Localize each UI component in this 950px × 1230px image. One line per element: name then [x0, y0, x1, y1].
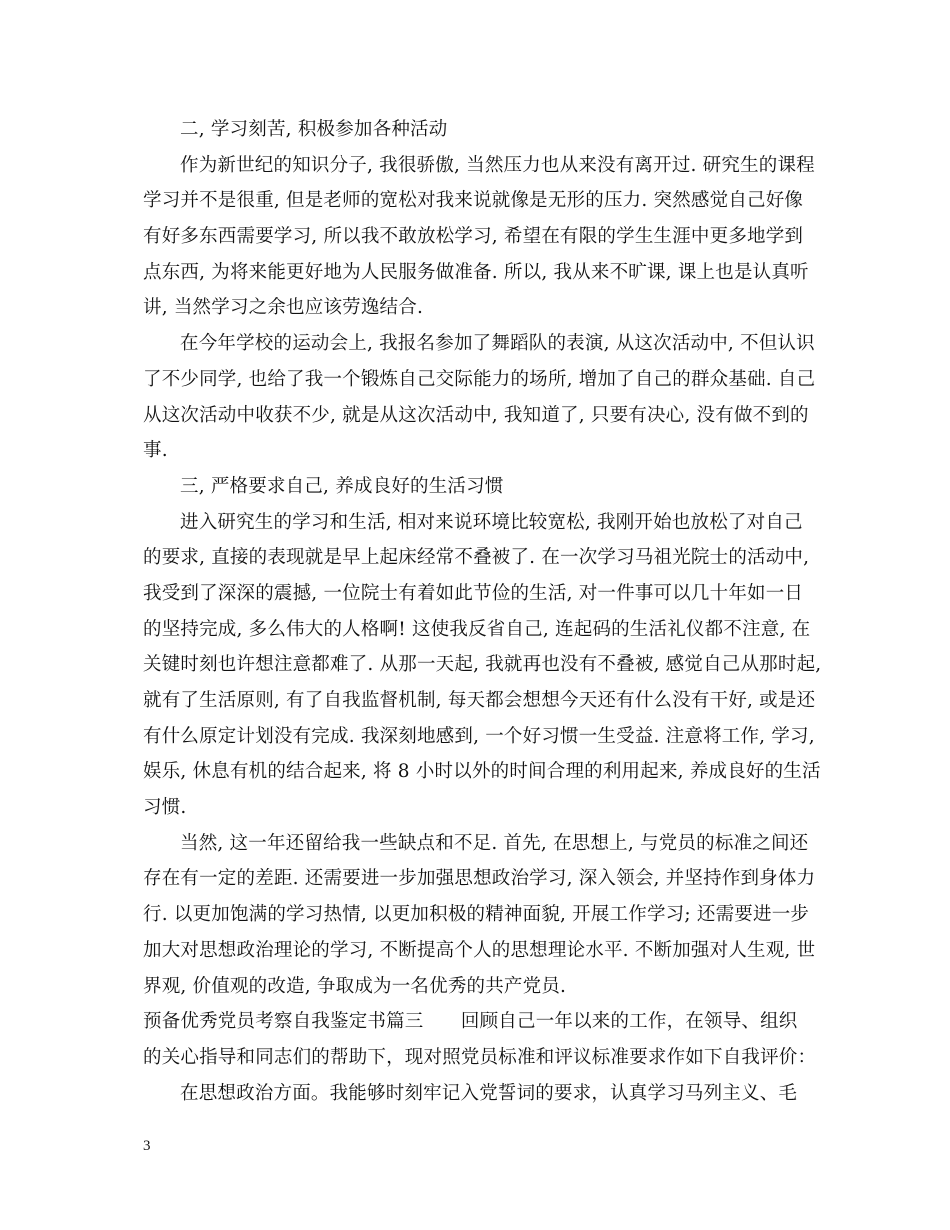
paragraph-line: 作为新世纪的知识分子, 我很骄傲, 当然压力也从来没有离开过. 研究生的课程: [180, 154, 815, 176]
paragraph-line: 学习并不是很重, 但是老师的宽松对我来说就像是无形的压力. 突然感觉自己好像: [143, 190, 804, 212]
paragraph-line: 娱乐, 休息有机的结合起来, 将 8 小时以外的时间合理的利用起来, 养成良好的生活: [143, 761, 821, 783]
paragraph-line: 了不少同学, 也给了我一个锻炼自己交际能力的场所, 增加了自己的群众基础. 自己: [143, 368, 816, 390]
paragraph-line: 关键时刻也许想注意都难了. 从那一天起, 我就再也没有不叠被, 感觉自己从那时起,: [143, 654, 822, 676]
paragraph-line: 进入研究生的学习和生活, 相对来说环境比较宽松, 我刚开始也放松了对自己: [180, 511, 803, 533]
paragraph-line: 有什么原定计划没有完成. 我深刻地感到, 一个好习惯一生受益. 注意将工作, 学习,: [143, 725, 815, 747]
paragraph-line: 的坚持完成, 多么伟大的人格啊! 这使我反省自己, 连起码的生活礼仪都不注意, 在: [143, 618, 811, 640]
paragraph-line: 加大对思想政治理论的学习, 不断提高个人的思想理论水平. 不断加强对人生观, 世: [143, 939, 816, 961]
paragraph-line: 我受到了深深的震撼, 一位院士有着如此节俭的生活, 对一件事可以几十年如一日: [143, 582, 804, 604]
document-body: [143, 112, 822, 1111]
page-number: 3: [143, 1138, 151, 1154]
paragraph-line: 有好多东西需要学习, 所以我不敢放松学习, 希望在有限的学生生涯中更多地学到: [143, 226, 804, 248]
paragraph-line: 就有了生活原则, 有了自我监督机制, 每天都会想想今天还有什么没有干好, 或是还: [143, 690, 816, 711]
paragraph-line: 的要求, 直接的表现就是早上起床经常不叠被了. 在一次学习马祖光院士的活动中,: [143, 547, 810, 569]
paragraph-line: 在今年学校的运动会上, 我报名参加了舞蹈队的表演, 从这次活动中, 不但认识: [180, 333, 815, 355]
paragraph-line: 事.: [143, 440, 168, 462]
paragraph-line: 习惯.: [143, 797, 187, 819]
paragraph-line: 界观, 价值观的改造, 争取成为一名优秀的共产党员.: [143, 975, 567, 997]
paragraph-line: 从这次活动中收获不少, 就是从这次活动中, 我知道了, 只要有决心, 没有做不到的: [143, 404, 809, 426]
paragraph-line: 当然, 这一年还留给我一些缺点和不足. 首先, 在思想上, 与党员的标准之间还: [180, 832, 809, 854]
paragraph-line: 的关心指导和同志们的帮助下，现对照党员标准和评议标准要求作如下自我评价：: [143, 1046, 817, 1068]
section-heading-3: 三, 严格要求自己, 养成良好的生活习惯: [180, 475, 504, 497]
section-heading-2: 二, 学习刻苦, 积极参加各种活动: [180, 119, 448, 140]
paragraph-line: 行. 以更加饱满的学习热情, 以更加积极的精神面貌, 开展工作学习; 还需要进一步: [143, 904, 810, 926]
paragraph-line: 存在有一定的差距. 还需要进一步加强思想政治学习, 深入领会, 并坚持作到身体力: [143, 868, 816, 890]
paragraph-line: 在思想政治方面。我能够时刻牢记入党誓词的要求，认真学习马列主义、毛: [180, 1082, 798, 1104]
article-title-line: 预备优秀党员考察自我鉴定书篇三 回顾自己一年以来的工作，在领导、组织: [143, 1011, 798, 1033]
paragraph-line: 讲, 当然学习之余也应该劳逸结合.: [143, 297, 424, 319]
paragraph-line: 点东西, 为将来能更好地为人民服务做准备. 所以, 我从来不旷课, 课上也是认真听: [143, 261, 809, 283]
